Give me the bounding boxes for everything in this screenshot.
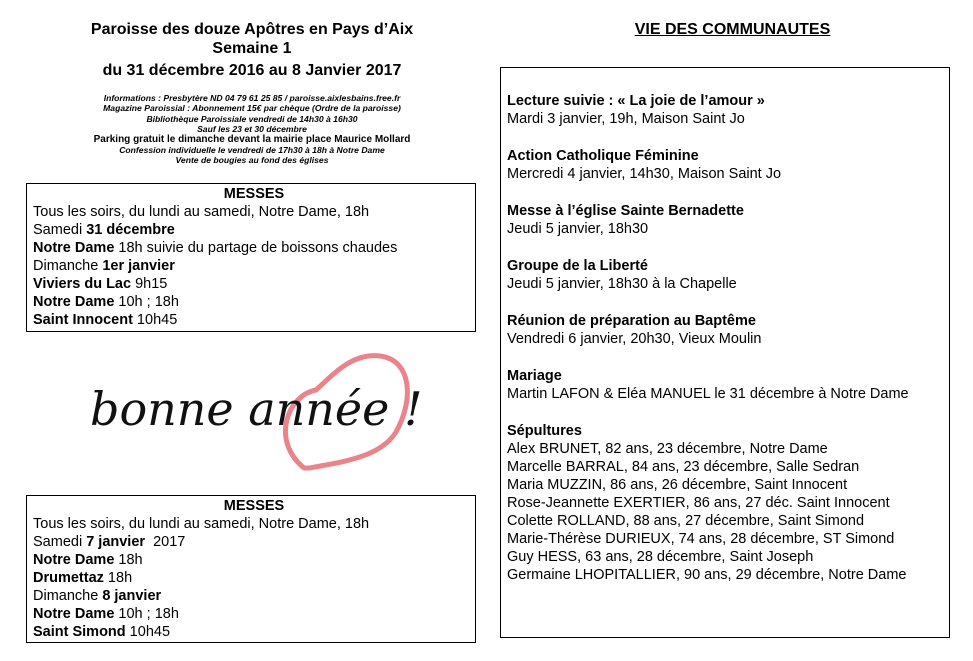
community-title: VIE DES COMMUNAUTES [634, 21, 831, 38]
section-line: Martin LAFON & Eléa MANUEL le 31 décembre à Notre Dame [507, 386, 909, 402]
parish-title: Paroisse des douze Apôtres en Pays d’Aix [90, 21, 414, 38]
burial-line: Maria MUZZIN, 86 ans, 26 décembre, Saint Innocent [507, 477, 848, 493]
info-parking: Parking gratuit le dimanche devant la mairie place Maurice Mollard [93, 133, 411, 145]
messes-box-week1 [26, 183, 476, 332]
section-title: Groupe de la Liberté [507, 258, 648, 274]
section-title: Sépultures [507, 423, 582, 439]
info-library: Bibliothèque Paroissiale vendredi de 14h30 à 16h30 [146, 113, 358, 124]
section-line: Vendredi 6 janvier, 20h30, Vieux Moulin [507, 331, 762, 347]
info-phone: Informations : Presbytère ND 04 79 61 25 85 / paroisse.aixlesbains.free.fr [103, 93, 401, 103]
community-section-burials [507, 422, 949, 584]
section-line: Mercredi 4 janvier, 14h30, Maison Saint Jo [507, 166, 782, 182]
burial-line: Alex BRUNET, 82 ans, 23 décembre, Notre Dame [507, 441, 828, 457]
community-section [507, 202, 949, 238]
messes-line: Samedi 7 janvier 2017 [33, 534, 186, 550]
burial-line: Germaine LHOPITALLIER, 90 ans, 29 décembre, Notre Dame [507, 567, 907, 583]
community-section [507, 367, 949, 403]
section-title: Lecture suivie : « La joie de l’amour » [507, 93, 765, 109]
info-magazine: Magazine Paroissial : Abonnement 15€ par chèque (Ordre de la paroisse) [103, 103, 401, 114]
messes-line: Tous les soirs, du lundi au samedi, Notre Dame, 18h [33, 204, 370, 220]
burial-line: Rose-Jeannette EXERTIER, 86 ans, 27 déc. Saint Innocent [507, 495, 890, 511]
section-title: Mariage [507, 368, 562, 384]
section-line: Jeudi 5 janvier, 18h30 [507, 221, 649, 237]
section-title: Action Catholique Féminine [507, 148, 699, 164]
burial-line: Colette ROLLAND, 88 ans, 27 décembre, Saint Simond [507, 513, 865, 529]
community-section [507, 312, 949, 348]
messes-line: Notre Dame 18h suivie du partage de boissons chaudes [33, 240, 398, 256]
date-range: du 31 décembre 2016 au 8 Janvier 2017 [102, 62, 402, 79]
info-candles: Vente de bougies au fond des églises [175, 155, 329, 166]
messes-line: Samedi 31 décembre [33, 222, 175, 238]
week-label: Semaine 1 [212, 40, 292, 57]
burial-line: Marcelle BARRAL, 84 ans, 23 décembre, Salle Sedran [507, 459, 860, 475]
messes-line: Notre Dame 10h ; 18h [33, 294, 179, 310]
info-confession: Confession individuelle le vendredi de 17h30 à 18h à Notre Dame [119, 145, 385, 156]
messes-title: MESSES [223, 498, 285, 514]
community-section [507, 257, 949, 293]
info-exception: Sauf les 23 et 30 décembre [197, 124, 307, 135]
messes-line: Notre Dame 10h ; 18h [33, 606, 179, 622]
messes-line: Dimanche 1er janvier [33, 258, 175, 274]
burial-line: Marie-Thérèse DURIEUX, 74 ans, 28 décembre, ST Simond [507, 531, 895, 547]
messes-line: Tous les soirs, du lundi au samedi, Notre Dame, 18h [33, 516, 370, 532]
messes-line: Saint Simond 10h45 [33, 624, 171, 640]
section-line: Mardi 3 janvier, 19h, Maison Saint Jo [507, 111, 745, 127]
community-section [507, 147, 949, 183]
messes-line: Notre Dame 18h [33, 552, 143, 568]
messes-line: Viviers du Lac 9h15 [33, 276, 168, 292]
messes-line: Saint Innocent 10h45 [33, 312, 178, 328]
section-title: Réunion de préparation au Baptême [507, 313, 756, 329]
info-block [0, 93, 504, 166]
messes-line: Dimanche 8 janvier [33, 588, 162, 604]
community-section [507, 92, 949, 128]
messes-box-week2 [26, 495, 476, 643]
greeting-graphic [60, 340, 460, 480]
section-title: Messe à l’église Sainte Bernadette [507, 203, 744, 219]
messes-title: MESSES [223, 186, 285, 202]
burial-line: Guy HESS, 63 ans, 28 décembre, Saint Joseph [507, 549, 814, 565]
section-line: Jeudi 5 janvier, 18h30 à la Chapelle [507, 276, 737, 292]
greeting-text: bonne année ! [90, 382, 423, 436]
community-box [500, 67, 950, 638]
messes-line: Drumettaz 18h [33, 570, 133, 586]
